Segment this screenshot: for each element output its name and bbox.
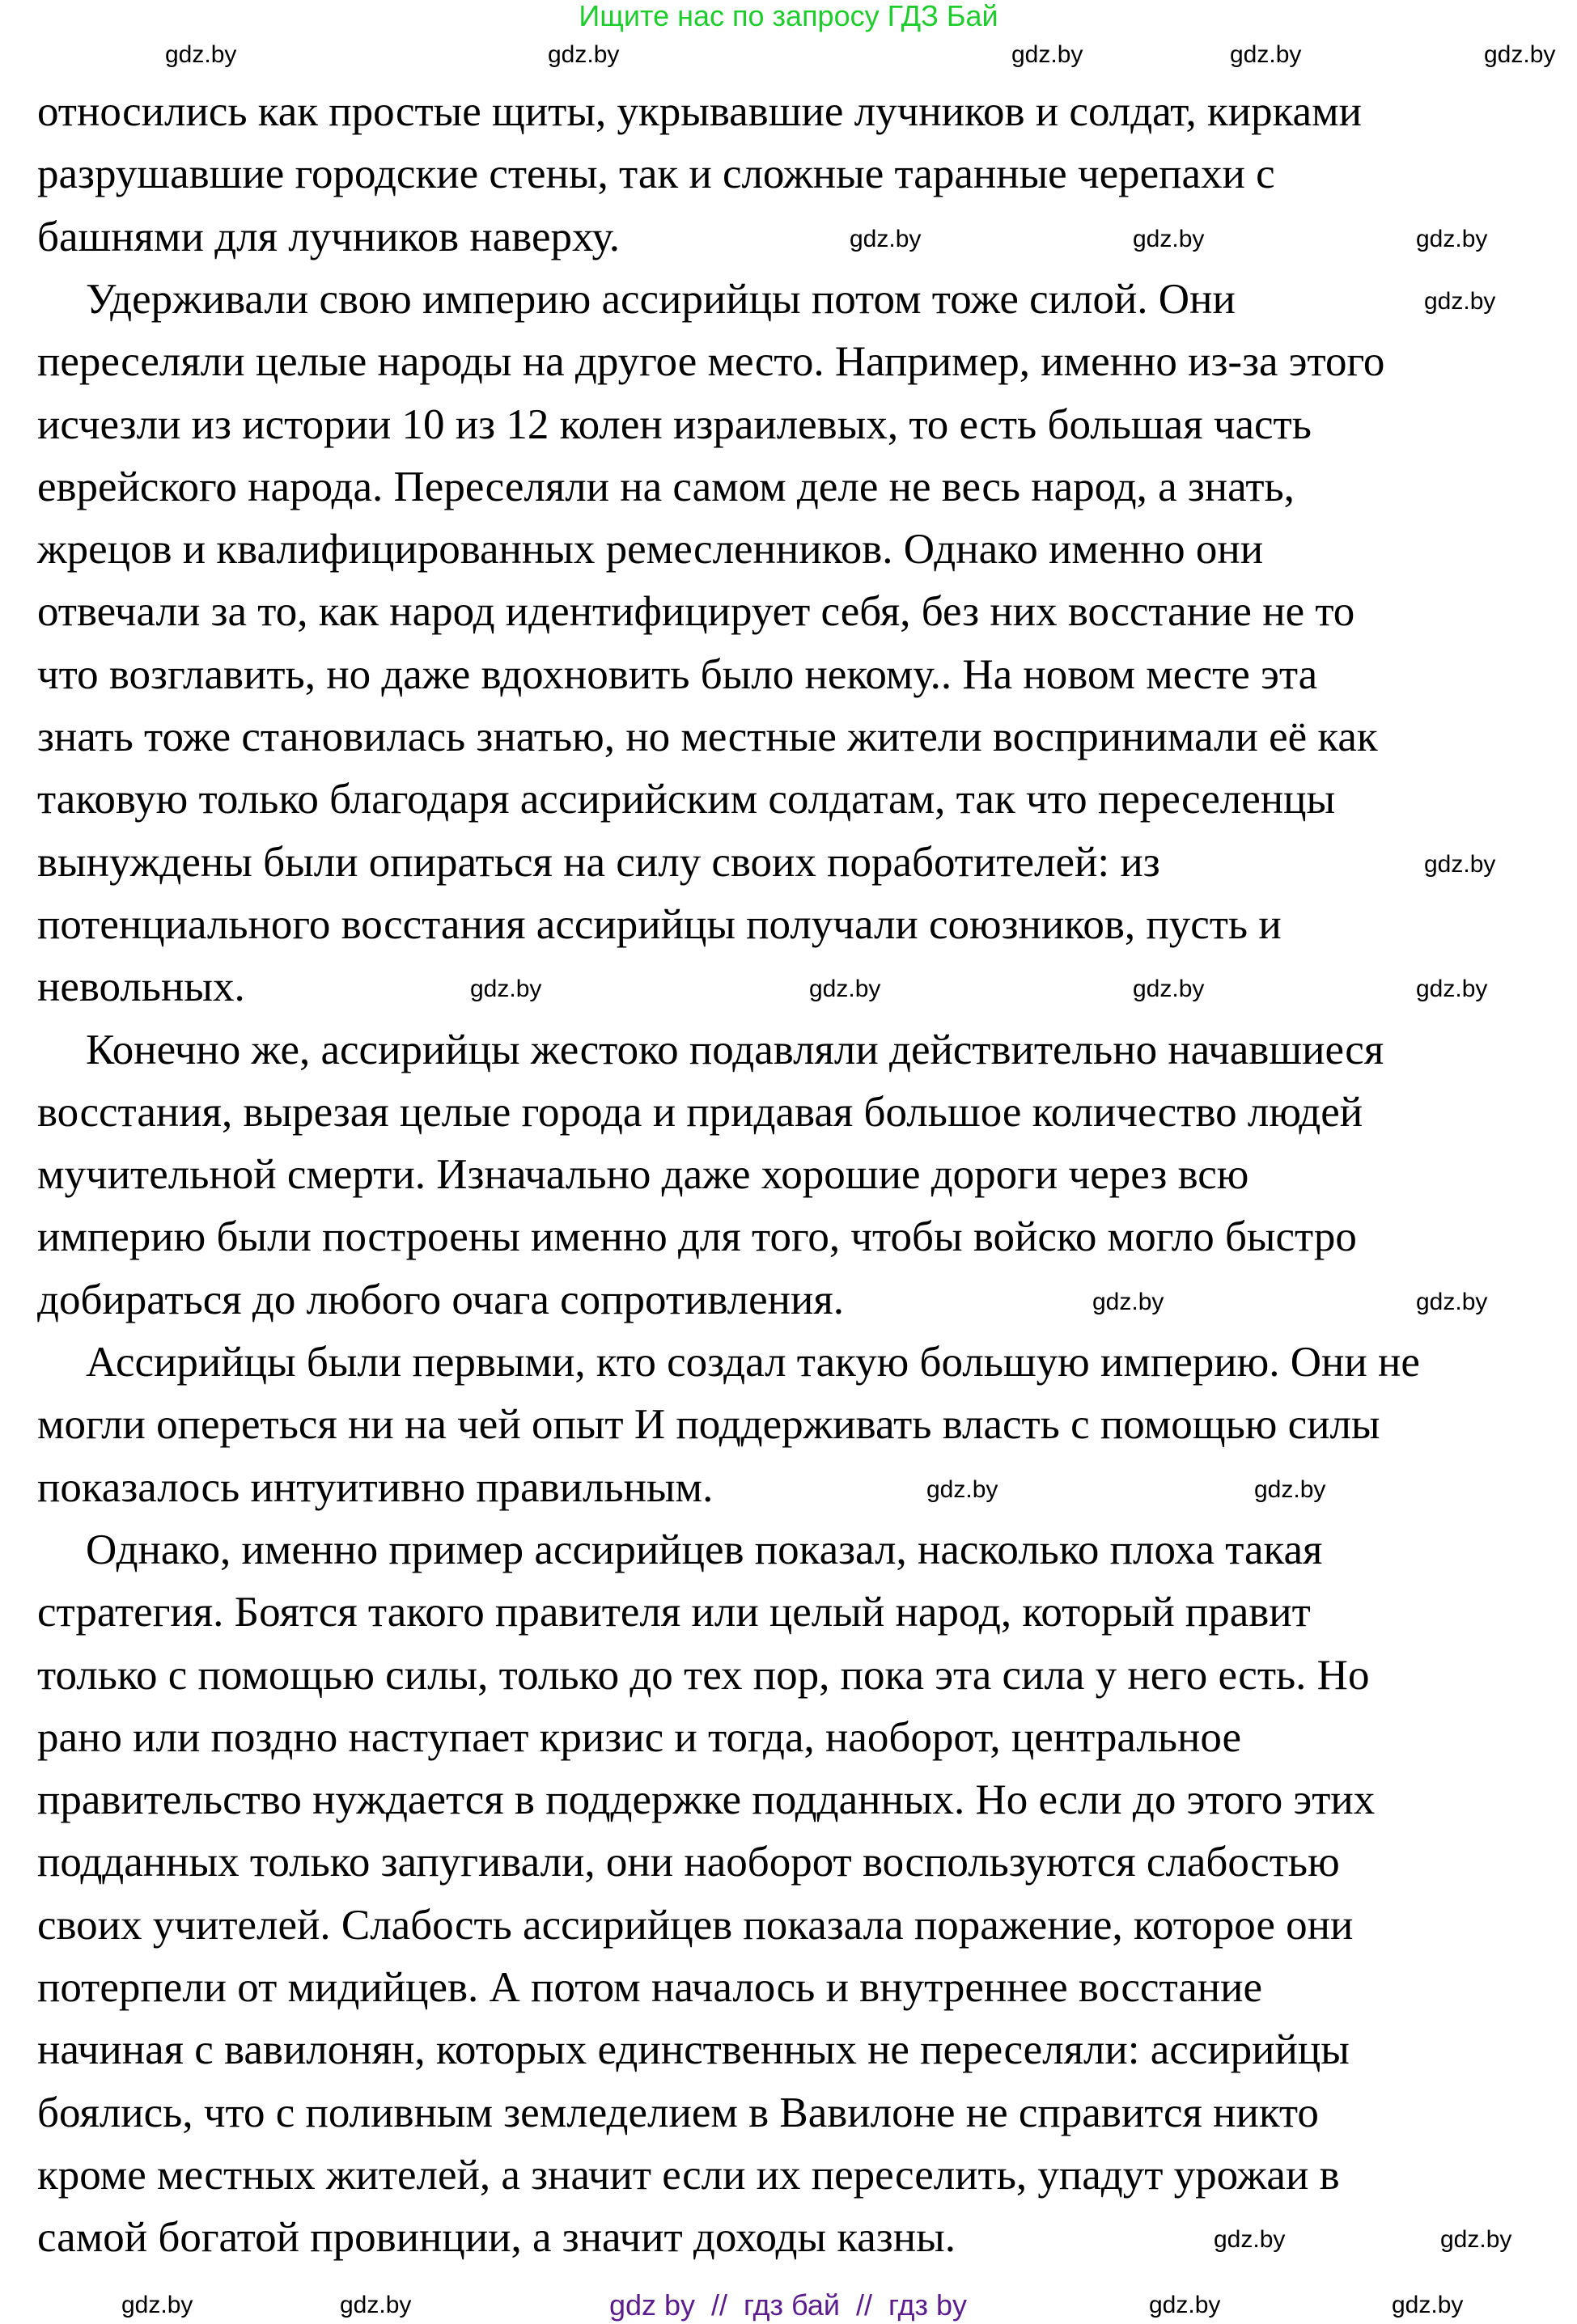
text-line: только с помощью силы, только до тех пор, пока эта сила у него есть. Но	[37, 1651, 1370, 1699]
watermark: gdz.by	[1484, 41, 1556, 68]
text-line: Однако, именно пример ассирийцев показал, насколько плоха такая	[86, 1526, 1323, 1573]
text-line: Конечно же, ассирийцы жестоко подавляли действительно начавшиеся	[86, 1026, 1384, 1073]
watermark: gdz.by	[926, 1475, 998, 1503]
text-line: добираться до любого очага сопротивления.	[37, 1276, 845, 1323]
watermark: gdz.by	[1254, 1475, 1326, 1503]
text-line: отвечали за то, как народ идентифицирует себя, без них восстание не то	[37, 588, 1355, 636]
search-banner: Ищите нас по запросу ГДЗ Бай	[579, 0, 998, 32]
text-line: Удерживали свою империю ассирийцы потом тоже силой. Они	[86, 275, 1236, 323]
text-line: исчезли из истории 10 из 12 колен израилевых, то есть большая часть	[37, 400, 1312, 448]
text-line: империю были построены именно для того, чтобы войско могло быстро	[37, 1213, 1357, 1261]
text-line: переселяли целые народы на другое место. Например, именно из-за этого	[37, 338, 1385, 386]
watermark: gdz.by	[1133, 225, 1205, 252]
watermark: gdz.by	[1416, 1288, 1488, 1315]
watermark: gdz.by	[1392, 2292, 1464, 2318]
text-line: боялись, что с поливным земледелием в Вавилоне не справится никто	[37, 2089, 1319, 2136]
watermark: gdz.by	[1149, 2292, 1221, 2318]
text-line: вынуждены были опираться на силу своих поработителей: из	[37, 838, 1160, 886]
footer-watermark: gdz by // гдз бай // гдз by	[608, 2288, 968, 2322]
text-line: могли опереться ни на чей опыт И поддерживать власть с помощью силы	[37, 1401, 1380, 1449]
text-line: своих учителей. Слабость ассирийцев показала поражение, которое они	[37, 1901, 1354, 1949]
text-line: таковую только благодаря ассирийским солдатам, так что переселенцы	[37, 776, 1336, 823]
watermark: gdz.by	[1416, 976, 1488, 1003]
text-line: начиная с вавилонян, которых единственных не переселяли: ассирийцы	[37, 2026, 1350, 2074]
watermark: gdz.by	[1424, 850, 1496, 878]
text-line: восстания, вырезая целые города и придавая большое количество людей	[37, 1088, 1363, 1136]
watermark: gdz.by	[121, 2292, 193, 2318]
watermark: gdz.by	[1092, 1288, 1164, 1315]
text-line: разрушавшие городские стены, так и сложные таранные черепахи с	[37, 150, 1275, 198]
watermark: gdz.by	[1440, 2226, 1512, 2254]
text-line: кроме местных жителей, а значит если их переселить, упадут урожаи в	[37, 2151, 1340, 2199]
text-line: что возглавить, но даже вдохновить было некому.. На новом месте эта	[37, 650, 1318, 698]
watermark: gdz.by	[548, 41, 620, 68]
text-line: знать тоже становилась знатью, но местные жители воспринимали её как	[37, 713, 1378, 760]
watermark: gdz.by	[470, 976, 542, 1003]
text-line: мучительной смерти. Изначально даже хорошие дороги через всю	[37, 1151, 1249, 1199]
text-line: башнями для лучников наверху.	[37, 213, 620, 260]
text-line: стратегия. Боятся такого правителя или целый народ, который правит	[37, 1589, 1311, 1636]
text-line: относились как простые щиты, укрывавшие лучников и солдат, кирками	[37, 88, 1362, 135]
watermark: gdz.by	[340, 2292, 412, 2318]
watermark: gdz.by	[1230, 41, 1302, 68]
text-line: невольных.	[37, 963, 245, 1011]
text-line: потерпели от мидийцев. А потом началось и внутреннее восстание	[37, 1964, 1263, 2011]
text-line: Ассирийцы были первыми, кто создал такую большую империю. Они не	[86, 1339, 1420, 1386]
text-line: рано или поздно наступает кризис и тогда, наоборот, центральное	[37, 1713, 1242, 1761]
watermark: gdz.by	[1011, 41, 1083, 68]
text-line: показалось интуитивно правильным.	[37, 1463, 714, 1511]
text-line: жрецов и квалифицированных ремесленников. Однако именно они	[37, 526, 1264, 574]
watermark: gdz.by	[1416, 225, 1488, 252]
watermark: gdz.by	[1424, 287, 1496, 315]
watermark: gdz.by	[850, 225, 922, 252]
watermark: gdz.by	[1133, 976, 1205, 1003]
text-line: еврейского народа. Переселяли на самом деле не весь народ, а знать,	[37, 463, 1295, 510]
text-line: подданных только запугивали, они наоборот воспользуются слабостью	[37, 1839, 1340, 1886]
watermark: gdz.by	[1214, 2226, 1286, 2254]
text-line: потенциального восстания ассирийцы получали союзников, пусть и	[37, 900, 1282, 948]
watermark: gdz.by	[165, 41, 237, 68]
text-line: самой богатой провинции, а значит доходы казны.	[37, 2214, 956, 2262]
text-line: правительство нуждается в поддержке подданных. Но если до этого этих	[37, 1776, 1376, 1824]
watermark: gdz.by	[809, 976, 881, 1003]
